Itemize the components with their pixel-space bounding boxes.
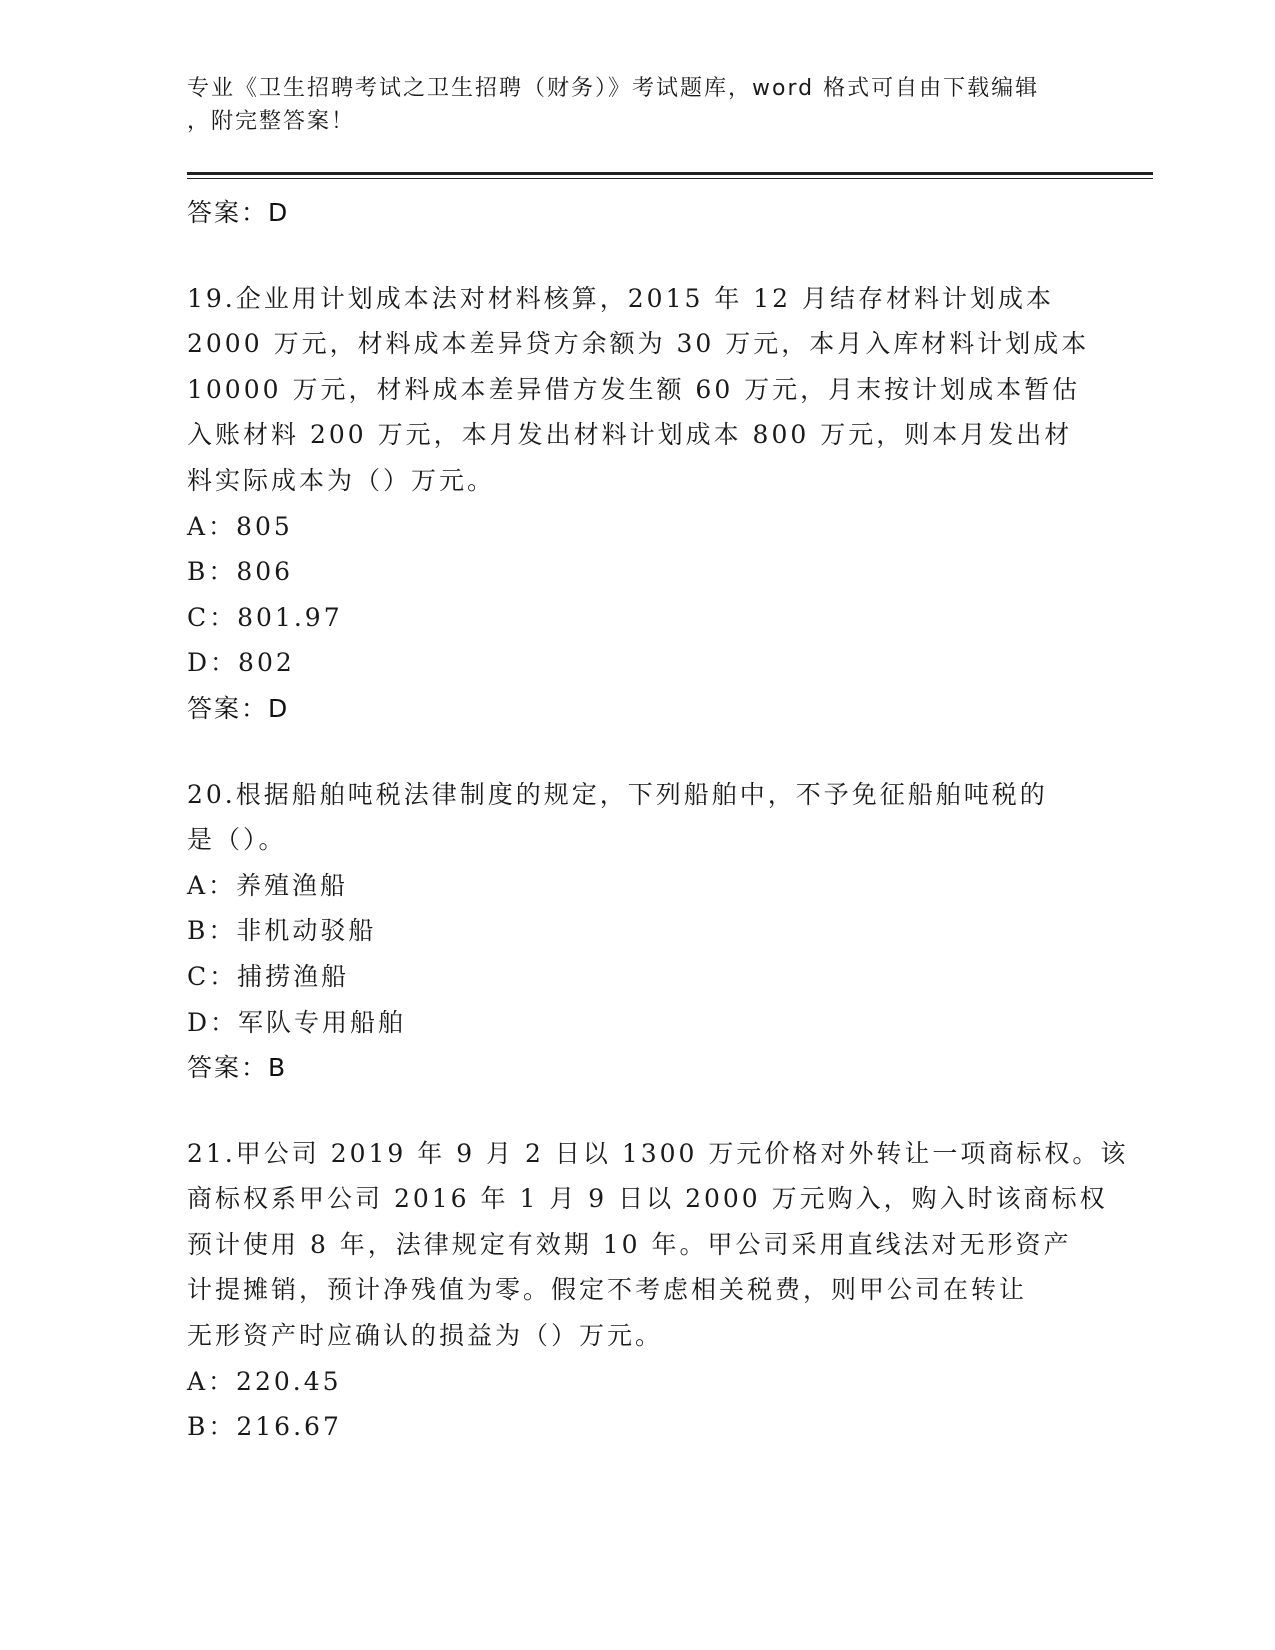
header-line-2: ，附完整答案！ bbox=[187, 109, 356, 134]
header-rule-thin bbox=[187, 178, 1153, 179]
question-21 bbox=[187, 1131, 1129, 1450]
question-21-option-b: B：216.67 bbox=[187, 1412, 342, 1442]
header-line-1: 专业《卫生招聘考试之卫生招聘（财务）》考试题库，word 格式可自由下载编辑 bbox=[187, 76, 1040, 101]
question-21-stem-line: 计提摊销，预计净残值为零。假定不考虑相关税费，则甲公司在转让 bbox=[187, 1275, 1028, 1305]
question-19-stem-line: 10000 万元，材料成本差异借方发生额 60 万元，月末按计划成本暂估 bbox=[187, 374, 1081, 404]
question-19-stem-line: 入账材料 200 万元，本月发出材料计划成本 800 万元，则本月发出材 bbox=[187, 420, 1073, 450]
page-header bbox=[187, 72, 1067, 138]
question-19-option-b: B：806 bbox=[187, 557, 294, 587]
question-21-option-a: A：220.45 bbox=[187, 1366, 342, 1396]
question-20-option-a: A：养殖渔船 bbox=[187, 870, 349, 900]
question-21-stem-line: 商标权系甲公司 2016 年 1 月 9 日以 2000 万元购入，购入时该商标权 bbox=[187, 1184, 1108, 1214]
question-19-option-c: C：801.97 bbox=[187, 602, 343, 632]
question-20-option-c: C：捕捞渔船 bbox=[187, 961, 350, 991]
answer-18: 答案：D bbox=[187, 198, 290, 227]
question-20 bbox=[187, 772, 1087, 1091]
question-20-option-d: D：军队专用船舶 bbox=[187, 1007, 407, 1037]
question-21-stem-line: 21.甲公司 2019 年 9 月 2 日以 1300 万元价格对外转让一项商标权。该 bbox=[187, 1138, 1129, 1168]
question-19-stem-line: 19.企业用计划成本法对材料核算，2015 年 12 月结存材料计划成本 bbox=[187, 283, 1055, 313]
question-19-option-d: D：802 bbox=[187, 648, 295, 678]
answer-20: 答案：B bbox=[187, 1053, 288, 1083]
question-21-stem-line: 无形资产时应确认的损益为（）万元。 bbox=[187, 1321, 664, 1351]
question-20-stem-line: 20.根据船舶吨税法律制度的规定，下列船舶中，不予免征船舶吨税的 bbox=[187, 779, 1048, 809]
question-20-stem-line: 是（）。 bbox=[187, 825, 287, 855]
question-20-option-b: B：非机动驳船 bbox=[187, 916, 377, 946]
header-rule-thick bbox=[187, 172, 1153, 175]
question-19 bbox=[187, 276, 1090, 732]
question-19-stem-line: 料实际成本为（）万元。 bbox=[187, 465, 496, 495]
document-body bbox=[187, 190, 1129, 1450]
question-21-stem-line: 预计使用 8 年，法律规定有效期 10 年。甲公司采用直线法对无形资产 bbox=[187, 1229, 1072, 1259]
question-19-stem-line: 2000 万元，材料成本差异贷方余额为 30 万元，本月入库材料计划成本 bbox=[187, 329, 1090, 359]
answer-19: 答案：D bbox=[187, 693, 290, 723]
question-19-option-a: A：805 bbox=[187, 511, 293, 541]
